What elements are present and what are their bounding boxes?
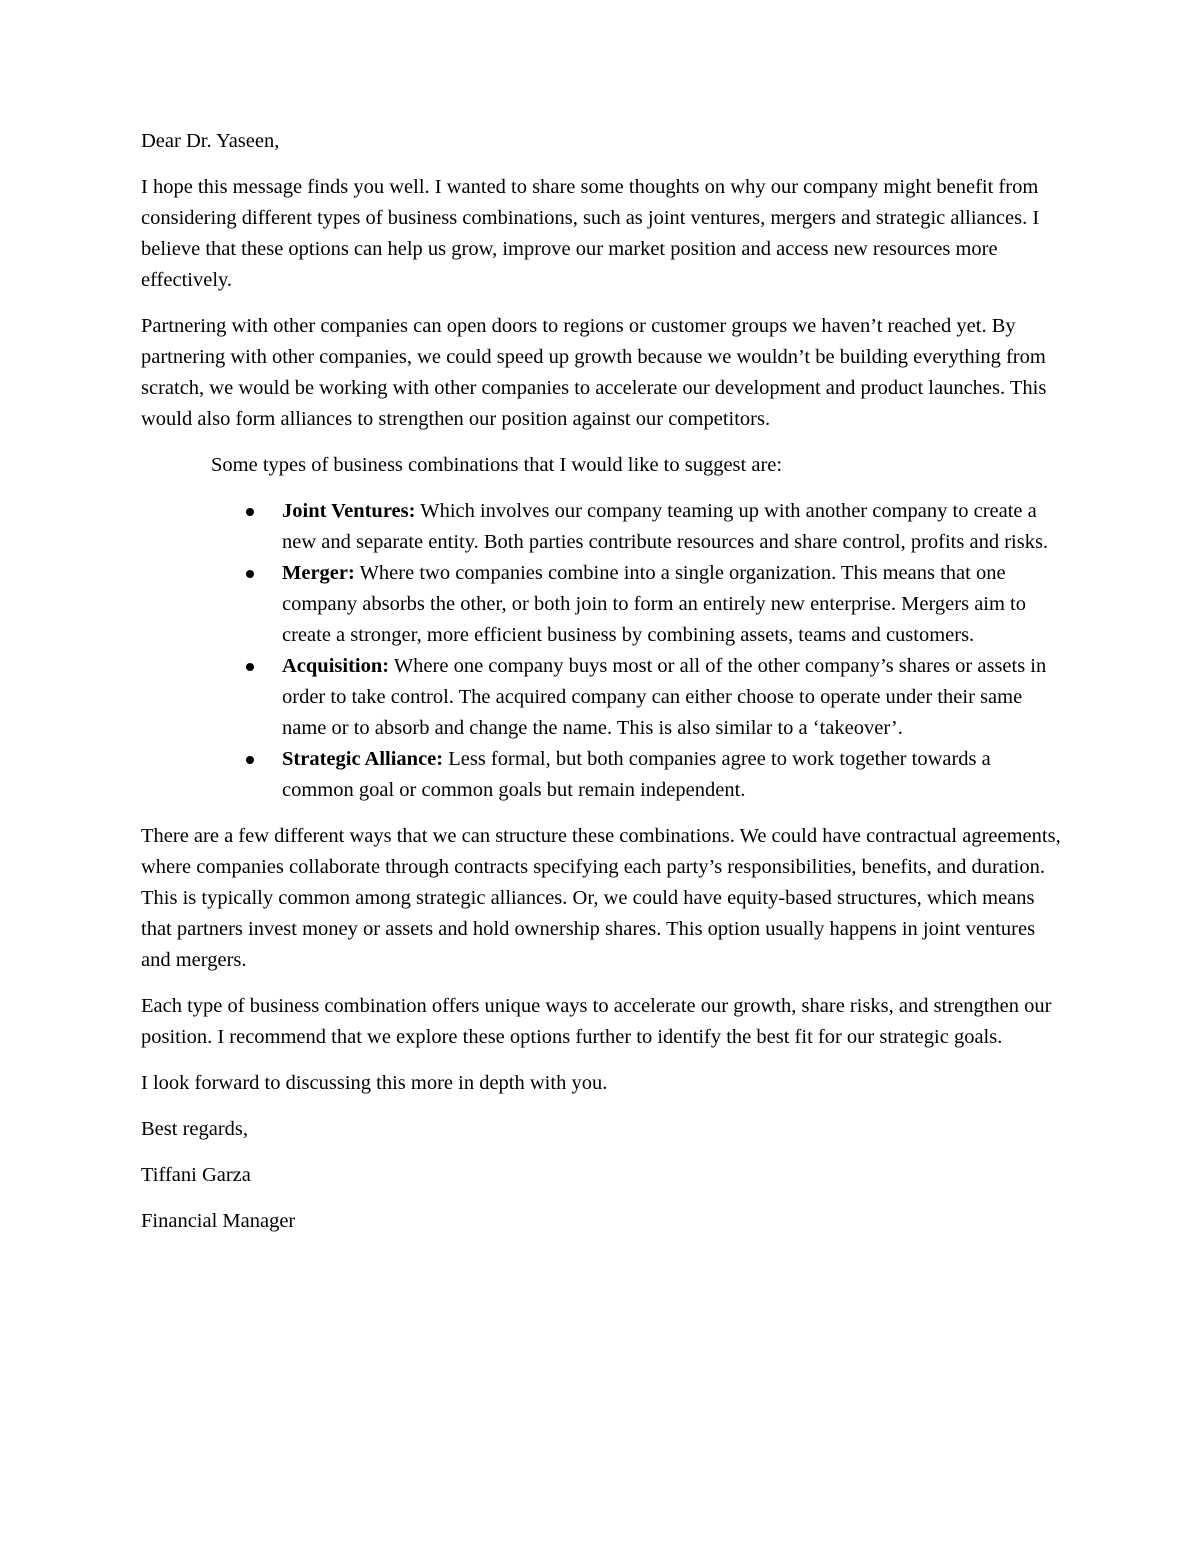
closing: Best regards, <box>141 1118 249 1140</box>
list-item <box>282 558 1066 651</box>
bullet-icon <box>246 756 254 764</box>
list-item <box>282 744 1066 806</box>
list-item-term: Merger: <box>282 562 355 584</box>
paragraph-closing: I look forward to discussing this more in depth with you. <box>141 1072 608 1094</box>
bullet-icon <box>246 570 254 578</box>
list-item-description: Where one company buys most or all of the other company’s shares or assets in order to take control. The acquired company can either choose to operate under their same name or to absorb and change the name. This is also similar to a ‘takeover’. <box>282 655 1047 739</box>
combination-types-list <box>141 496 1066 806</box>
list-item <box>282 496 1066 558</box>
letter-body <box>141 126 1066 1237</box>
list-item-description: Which involves our company teaming up with another company to create a new and separate entity. Both parties contribute resources and share control, profits and risks. <box>282 500 1049 553</box>
paragraph-intro: I hope this message finds you well. I wanted to share some thoughts on why our company might benefit from considering different types of business combinations, such as joint ventures, mergers and strategic alliances. I believe that these options can help us grow, improve our market position and access new resources more effectively. <box>141 176 1040 291</box>
signature-title: Financial Manager <box>141 1210 296 1232</box>
salutation: Dear Dr. Yaseen, <box>141 130 280 152</box>
list-item-term: Acquisition: <box>282 655 390 677</box>
signature-name: Tiffani Garza <box>141 1164 251 1186</box>
list-item-description: Less formal, but both companies agree to work together towards a common goal or common goals but remain independent. <box>282 748 991 801</box>
list-item-term: Strategic Alliance: <box>282 748 444 770</box>
list-item-term: Joint Ventures: <box>282 500 416 522</box>
list-item <box>282 651 1066 744</box>
paragraph-partnering: Partnering with other companies can open doors to regions or customer groups we haven’t reached yet. By partnering with other companies, we could speed up growth because we wouldn’t be building everything from scratch, we would be working with other companies to accelerate our development and product launches. This would also form alliances to strengthen our position against our competitors. <box>141 315 1047 430</box>
bullet-icon <box>246 508 254 516</box>
list-item-description: Where two companies combine into a single organization. This means that one company absorbs the other, or both join to form an entirely new enterprise. Mergers aim to create a stronger, more efficient business by combining assets, teams and customers. <box>282 562 1027 646</box>
bullet-icon <box>246 663 254 671</box>
list-intro: Some types of business combinations that I would like to suggest are: <box>211 454 783 476</box>
paragraph-recommendation: Each type of business combination offers unique ways to accelerate our growth, share risks, and strengthen our position. I recommend that we explore these options further to identify the best fit for our strategic goals. <box>141 995 1052 1048</box>
paragraph-structure: There are a few different ways that we can structure these combinations. We could have contractual agreements, where companies collaborate through contracts specifying each party’s responsibilities, benefits, and duration. This is typically common among strategic alliances. Or, we could have equity-based structures, which means that partners invest money or assets and hold ownership shares. This option usually happens in joint ventures and mergers. <box>141 825 1061 971</box>
